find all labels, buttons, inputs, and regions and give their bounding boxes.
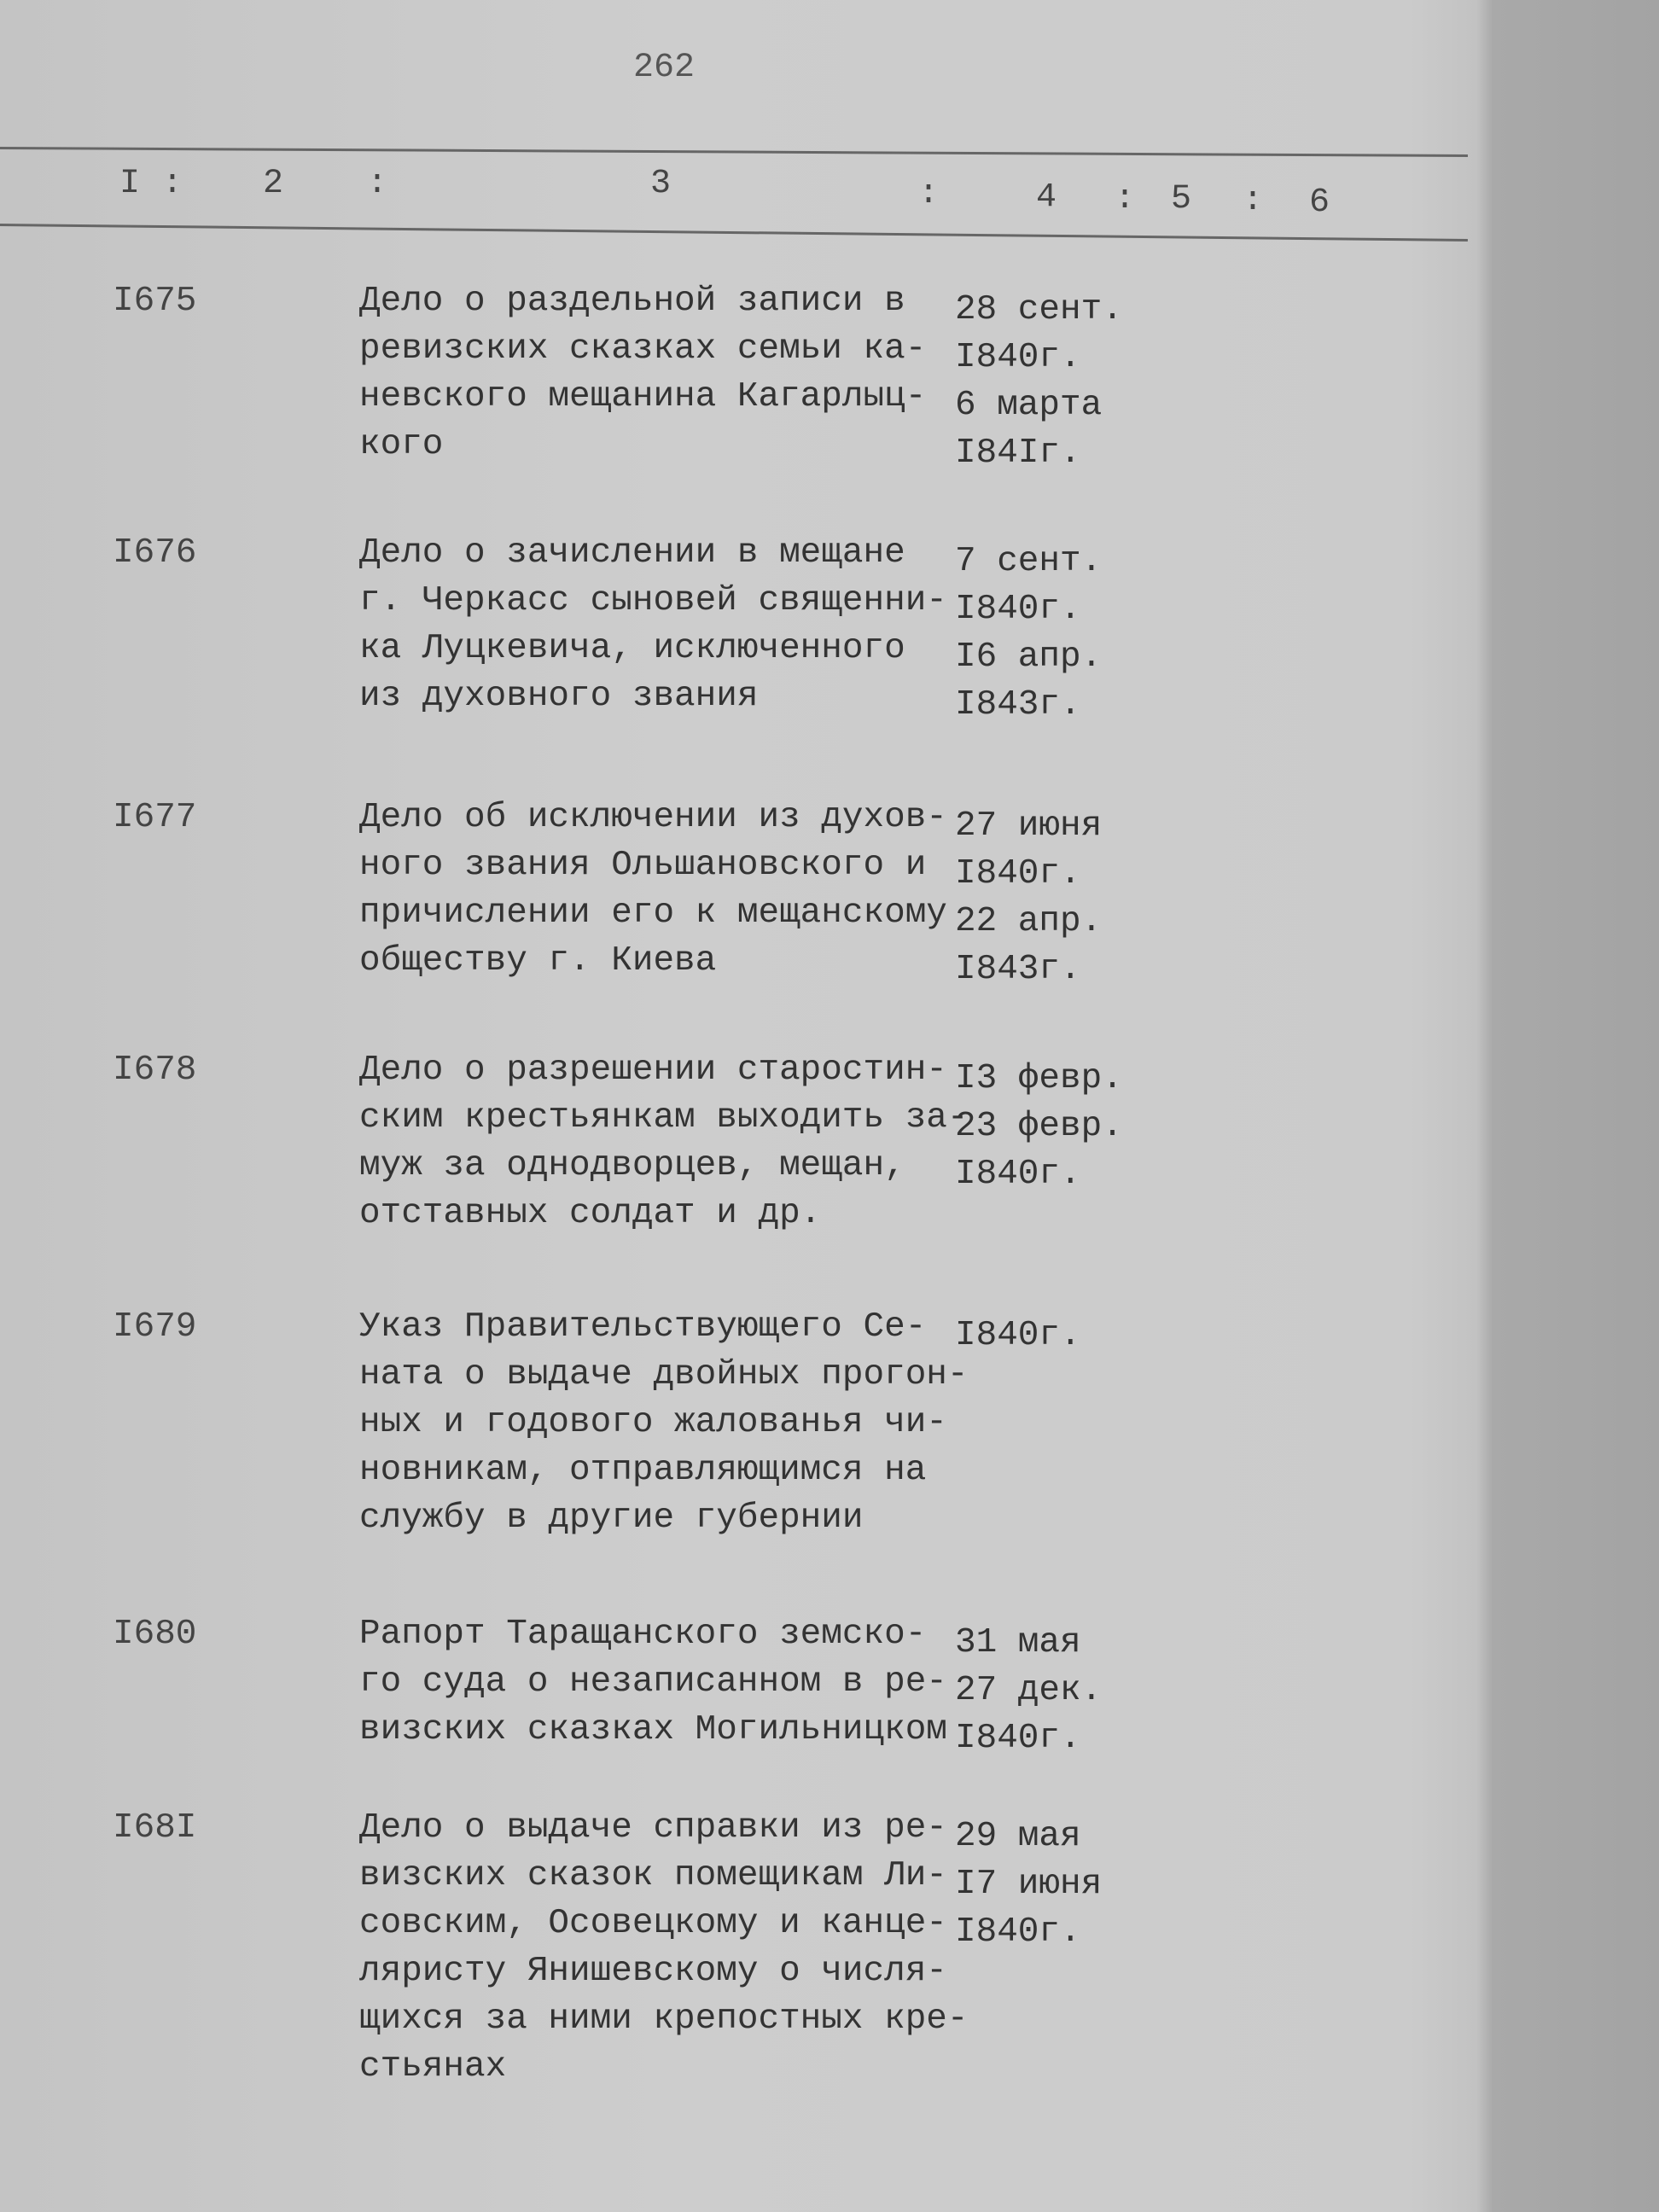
description-line: Указ Правительствующего Се- xyxy=(359,1307,927,1347)
column-separator: : xyxy=(367,165,388,203)
entry-description xyxy=(359,794,947,985)
date-line: 28 сент. xyxy=(955,290,1123,329)
description-line: г. Черкасс сыновей священни- xyxy=(359,581,947,620)
column-header: 4 xyxy=(1036,178,1057,217)
description-line: стьянах xyxy=(359,2047,507,2087)
description-line: невского мещанина Кагарлыц- xyxy=(359,377,927,416)
description-line: ским крестьянкам выходить за- xyxy=(359,1098,969,1138)
entry-number: I677 xyxy=(113,798,197,837)
entry-number: I678 xyxy=(113,1051,197,1090)
date-line: I6 апр. xyxy=(955,637,1103,677)
description-line: щихся за ними крепостных кре- xyxy=(359,2000,969,2039)
description-line: Дело об исключении из духов- xyxy=(359,798,947,837)
entry-dates xyxy=(955,538,1102,729)
date-line: I840г. xyxy=(955,854,1081,894)
column-header: 5 xyxy=(1171,180,1192,218)
column-separator: : xyxy=(1115,180,1136,218)
description-line: службу в другие губернии xyxy=(359,1499,864,1538)
date-line: I843г. xyxy=(955,950,1081,989)
entry-dates xyxy=(955,1813,1102,1956)
entry-dates xyxy=(955,1312,1081,1359)
description-line: из духовного звания xyxy=(359,677,759,716)
date-line: 27 дек. xyxy=(955,1671,1103,1710)
column-separator: : xyxy=(162,165,183,203)
description-line: Рапорт Таращанского земско- xyxy=(359,1615,927,1654)
entry-description xyxy=(359,277,926,469)
date-line: 22 апр. xyxy=(955,902,1103,941)
entry-number: I676 xyxy=(113,533,197,573)
entry-description xyxy=(359,1804,969,2091)
entry-number: I68I xyxy=(113,1808,197,1848)
description-line: Дело о раздельной записи в xyxy=(359,282,905,321)
header-top-rule xyxy=(0,147,1468,157)
description-line: ревизских сказках семьи ка- xyxy=(359,329,927,369)
description-line: Дело о выдаче справки из ре- xyxy=(359,1808,947,1848)
description-line: визских сказках Могильницком xyxy=(359,1710,947,1749)
date-line: 27 июня xyxy=(955,806,1103,846)
date-line: 29 мая xyxy=(955,1817,1081,1856)
description-line: ната о выдаче двойных прогон- xyxy=(359,1355,969,1394)
date-line: 23 февр. xyxy=(955,1107,1123,1146)
entry-description xyxy=(359,1610,947,1754)
description-line: обществу г. Киева xyxy=(359,941,717,981)
date-line: I843г. xyxy=(955,685,1081,725)
header-bottom-rule xyxy=(0,224,1468,242)
date-line: I7 июня xyxy=(955,1865,1103,1904)
page-number: 262 xyxy=(633,49,696,87)
date-line: I840г. xyxy=(955,1155,1081,1194)
date-line: I84Iг. xyxy=(955,434,1081,473)
date-line: I840г. xyxy=(955,1316,1081,1355)
entry-dates xyxy=(955,286,1123,477)
description-line: ного звания Ольшановского и xyxy=(359,846,927,885)
entry-dates xyxy=(955,1619,1102,1762)
column-header: 3 xyxy=(650,165,672,203)
column-separator: : xyxy=(918,175,940,213)
entry-description xyxy=(359,1303,969,1542)
entry-number: I675 xyxy=(113,282,197,321)
column-header: 2 xyxy=(263,165,284,203)
date-line: I840г. xyxy=(955,338,1081,377)
description-line: кого xyxy=(359,425,444,464)
description-line: ных и годового жалованья чи- xyxy=(359,1403,947,1442)
entry-number: I680 xyxy=(113,1615,197,1654)
entry-number: I679 xyxy=(113,1307,197,1347)
description-line: причислении его к мещанскому xyxy=(359,894,947,933)
date-line: I840г. xyxy=(955,590,1081,629)
date-line: I840г. xyxy=(955,1912,1081,1952)
date-line: 31 мая xyxy=(955,1623,1081,1662)
column-header: I xyxy=(119,165,141,203)
description-line: совским, Осовецкому и канце- xyxy=(359,1904,947,1943)
column-separator: : xyxy=(1243,182,1264,220)
date-line: I3 февр. xyxy=(955,1059,1123,1098)
description-line: отставных солдат и др. xyxy=(359,1194,822,1233)
description-line: муж за однодворцев, мещан, xyxy=(359,1146,905,1185)
description-line: новникам, отправляющимся на xyxy=(359,1451,927,1490)
entry-dates xyxy=(955,1055,1123,1198)
description-line: Дело о зачислении в мещане xyxy=(359,533,905,573)
description-line: ляристу Янишевскому о числя- xyxy=(359,1952,947,1991)
date-line: I840г. xyxy=(955,1719,1081,1758)
description-line: Дело о разрешении старостин- xyxy=(359,1051,947,1090)
description-line: ка Луцкевича, исключенного xyxy=(359,629,905,668)
entry-description xyxy=(359,1046,969,1237)
entry-description xyxy=(359,529,947,720)
description-line: го суда о незаписанном в ре- xyxy=(359,1662,947,1702)
column-header: 6 xyxy=(1309,183,1330,222)
date-line: 6 марта xyxy=(955,386,1103,425)
entry-dates xyxy=(955,802,1102,993)
description-line: визских сказок помещикам Ли- xyxy=(359,1856,947,1895)
date-line: 7 сент. xyxy=(955,542,1103,581)
